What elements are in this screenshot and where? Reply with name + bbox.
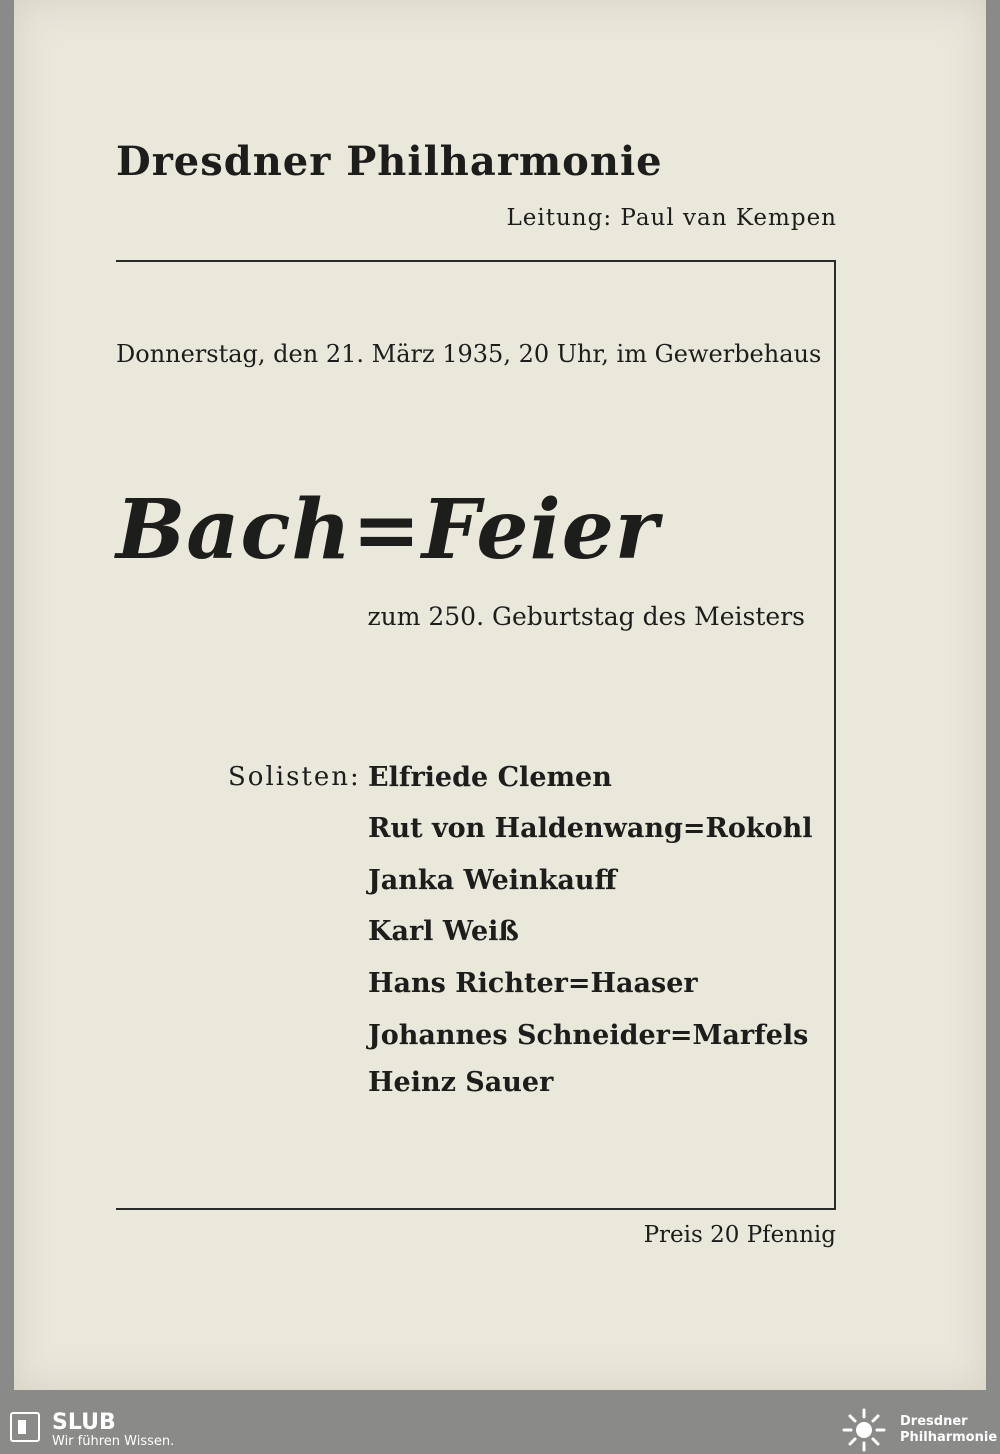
concert-date: Donnerstag, den 21. März 1935, 20 Uhr, im Gewerbehaus xyxy=(116,340,822,368)
library-tagline: Wir führen Wissen. xyxy=(52,1434,175,1449)
price-label: Preis 20 Pfennig xyxy=(643,1222,836,1248)
partner-name-line2[interactable]: Philharmonie xyxy=(900,1430,998,1445)
library-name[interactable]: SLUB xyxy=(52,1410,116,1435)
philharmonie-logo-icon xyxy=(842,1408,886,1452)
concert-title: Bach=Feier xyxy=(116,482,660,578)
slub-logo-icon xyxy=(10,1412,40,1442)
soloist-name: Karl Weiß xyxy=(368,916,519,947)
soloist-name: Janka Weinkauff xyxy=(368,865,617,896)
soloist-name: Rut von Haldenwang=Rokohl xyxy=(368,813,813,844)
conductor-line: Leitung: Paul van Kempen xyxy=(506,205,837,231)
concert-subtitle: zum 250. Geburtstag des Meisters xyxy=(367,602,805,631)
soloist-name: Johannes Schneider=Marfels xyxy=(368,1020,809,1051)
footer-bar xyxy=(0,1404,1000,1454)
orchestra-name: Dresdner Philharmonie xyxy=(116,138,663,185)
soloist-name: Elfriede Clemen xyxy=(368,762,612,793)
soloist-name: Heinz Sauer xyxy=(368,1067,554,1098)
soloist-name: Hans Richter=Haaser xyxy=(368,968,698,999)
partner-name-line1[interactable]: Dresdner xyxy=(900,1414,968,1429)
soloists-label: Solisten: xyxy=(228,762,361,792)
